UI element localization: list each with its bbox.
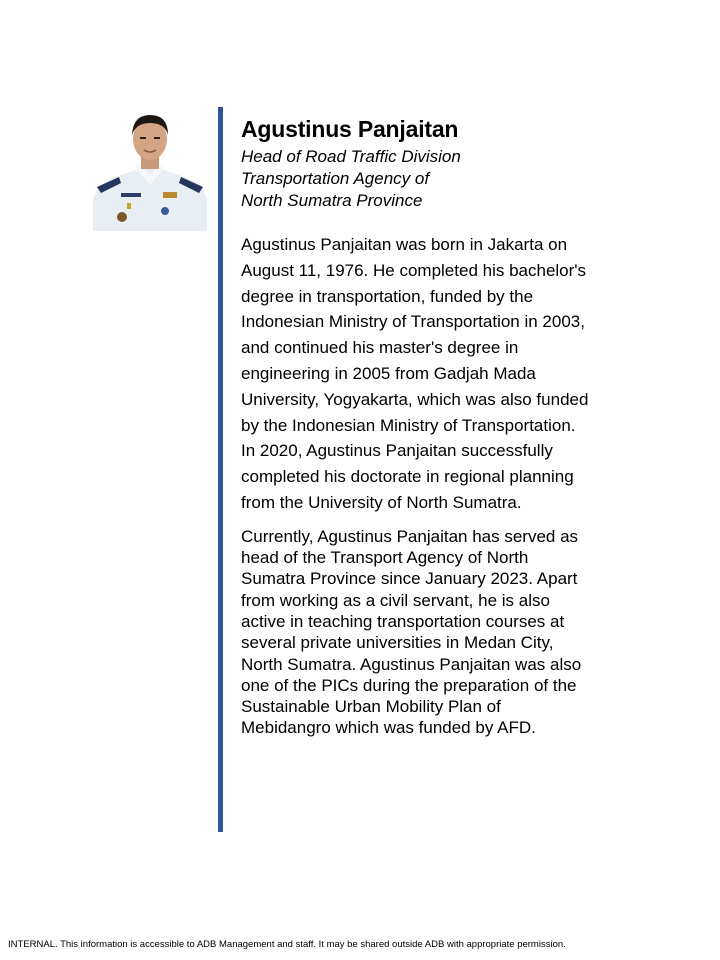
person-name: Agustinus Panjaitan [241, 116, 459, 142]
title-line: Transportation Agency of [241, 169, 430, 188]
profile-content [241, 114, 591, 739]
title-line: Head of Road Traffic Division [241, 147, 461, 166]
profile-photo [91, 107, 209, 231]
accent-bar [218, 107, 223, 832]
bio-paragraph-education: Agustinus Panjaitan was born in Jakarta on August 11, 1976. He completed his bachelor's degree in transportation, funded by the Indonesian Ministry of Transportation in 2003, and continued his master's degree in engineering in 2005 from Gadjah Mada University, Yogyakarta, which was also funded by the Indonesian Ministry of Transportation. In 2020, Agustinus Panjaitan successfully completed his doctorate in regional planning from the University of North Sumatra. [241, 235, 589, 512]
job-title [241, 146, 591, 212]
bio-paragraph-career: Currently, Agustinus Panjaitan has served as head of the Transport Agency of North Sumatra Province since January 2023. Apart from working as a civil servant, he is also active in teaching transportation courses at several private universities in Medan City, North Sumatra. Agustinus Panjaitan was also one of the PICs during the preparation of the Sustainable Urban Mobility Plan of Mebidangro which was funded by AFD. [241, 526, 582, 738]
classification-footer: INTERNAL. This information is accessible to ADB Management and staff. It may be shared outside ADB with appropriate permission. [8, 939, 566, 950]
title-line: North Sumatra Province [241, 191, 423, 210]
